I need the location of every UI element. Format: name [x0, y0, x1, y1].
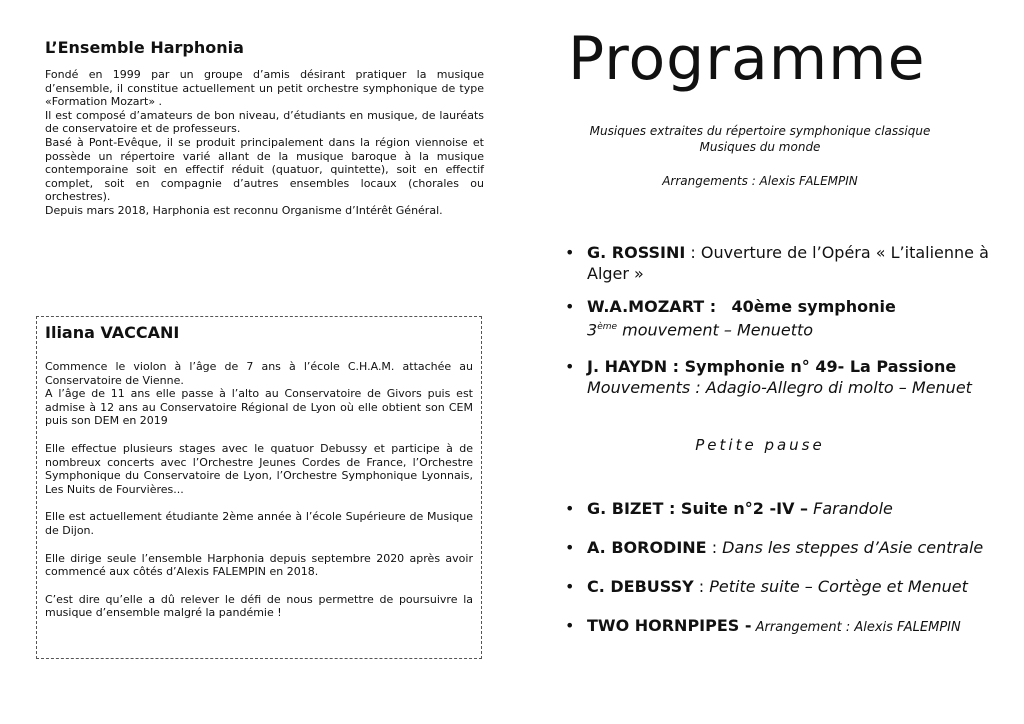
programme-subtitle-2: Musiques du monde	[699, 140, 821, 154]
programme-item-borodine: • A. BORODINE : Dans les steppes d’Asie centrale	[565, 537, 995, 558]
composer-name: W.A.MOZART :	[587, 297, 717, 316]
iliana-paragraph-4: Elle dirige seule l’ensemble Harphonia depuis septembre 2020 après avoir commencé aux côtés d’Alexis FALEMPIN en 2018.	[45, 551, 473, 579]
petite-pause: Petite pause	[695, 436, 825, 454]
iliana-paragraph-1b: A l’âge de 11 ans elle passe à l’alto au Conservatoire de Givors puis est admise à 12 ans au Conservatoire Régional de Lyon où elle obtient son CEM puis son DEM en 2019	[45, 387, 473, 428]
programme-list-2	[565, 498, 995, 638]
work-title: Ouverture de l’Opéra « L’italienne à Alger »	[587, 243, 989, 283]
composer-name: C. DEBUSSY	[587, 577, 694, 596]
ensemble-paragraph-2: Il est composé d’amateurs de bon niveau, d’étudiants en musique, de lauréats de conservatoire et de professeurs.	[45, 108, 484, 136]
ensemble-paragraph-1: Fondé en 1999 par un groupe d’amis désirant pratiquer la musique d’ensemble, il constitue actuellement un petit orchestre symphonique de type «Formation Mozart» .	[45, 68, 484, 109]
programme-subtitle-1: Musiques extraites du répertoire symphonique classique	[589, 124, 931, 138]
iliana-paragraph-3: Elle est actuellement étudiante 2ème année à l’école Supérieure de Musique de Dijon.	[45, 510, 473, 537]
ensemble-paragraph-3: Basé à Pont-Evêque, il se produit principalement dans la région viennoise et possède un répertoire varié allant de la musique baroque à la musique contemporaine soit en effectif réduit (quatuor, quintette), soit en effectif complet, soit en compagnie d’autres ensembles locaux (chorales ou orchestres).	[45, 135, 484, 204]
composer-name: G. BIZET : Suite n°2 -IV –	[587, 499, 809, 518]
work-title: 40ème symphonie	[731, 297, 896, 316]
ensemble-title: L’Ensemble Harphonia	[45, 38, 244, 57]
ensemble-section	[40, 38, 484, 218]
programme-item-mozart: • W.A.MOZART : 40ème symphonie 3ème mouvement – Menuetto	[565, 296, 995, 340]
programme-item-hornpipes	[565, 615, 995, 638]
iliana-title: Iliana VACCANI	[45, 323, 180, 342]
programme-item-rossini: • G. ROSSINI : Ouverture de l’Opéra « L’italienne à Alger »	[565, 242, 995, 284]
work-title: Dans les steppes d’Asie centrale	[722, 538, 984, 557]
programme-item-bizet	[565, 498, 995, 519]
work-title: Arrangement : Alexis FALEMPIN	[751, 620, 961, 635]
work-title: Farandole	[808, 499, 893, 518]
work-movement: Mouvements : Adagio-Allegro di molto – Menuet	[587, 378, 972, 398]
composer-name: G. ROSSINI	[587, 243, 686, 262]
programme-title: Programme	[568, 24, 926, 94]
iliana-paragraph-2: Elle effectue plusieurs stages avec le quatuor Debussy et participe à de nombreux concerts avec l’Orchestre Jeunes Cordes de France, l’Orchestre Symphonique du Conservatoire de Lyon, l’Orchestre Symphonique Lyonnais, Les Nuits de Fourvières...	[45, 441, 473, 496]
iliana-bio-box	[36, 316, 482, 659]
composer-name: J. HAYDN : Symphonie n° 49- La Passione	[587, 357, 957, 377]
programme-item-debussy: • C. DEBUSSY : Petite suite – Cortège et Menuet	[565, 576, 995, 597]
work-title: Petite suite – Cortège et Menuet	[709, 577, 968, 596]
composer-name: TWO HORNPIPES -	[587, 616, 752, 635]
programme-item-haydn	[565, 356, 995, 398]
iliana-paragraph-5: C’est dire qu’elle a dû relever le défi de nous permettre de poursuivre la musique d’ensemble malgré la pandémie !	[45, 592, 473, 620]
ensemble-paragraph-4: Depuis mars 2018, Harphonia est reconnu Organisme d’Intérêt Général.	[45, 203, 443, 217]
programme-arrangements: Arrangements : Alexis FALEMPIN	[662, 174, 858, 188]
iliana-paragraph-1: Commence le violon à l’âge de 7 ans à l’école C.H.A.M. attachée au Conservatoire de Vienne.	[45, 360, 473, 387]
programme-list	[565, 242, 995, 398]
composer-name: A. BORODINE	[587, 538, 707, 557]
work-movement: mouvement – Menuetto	[617, 320, 814, 340]
